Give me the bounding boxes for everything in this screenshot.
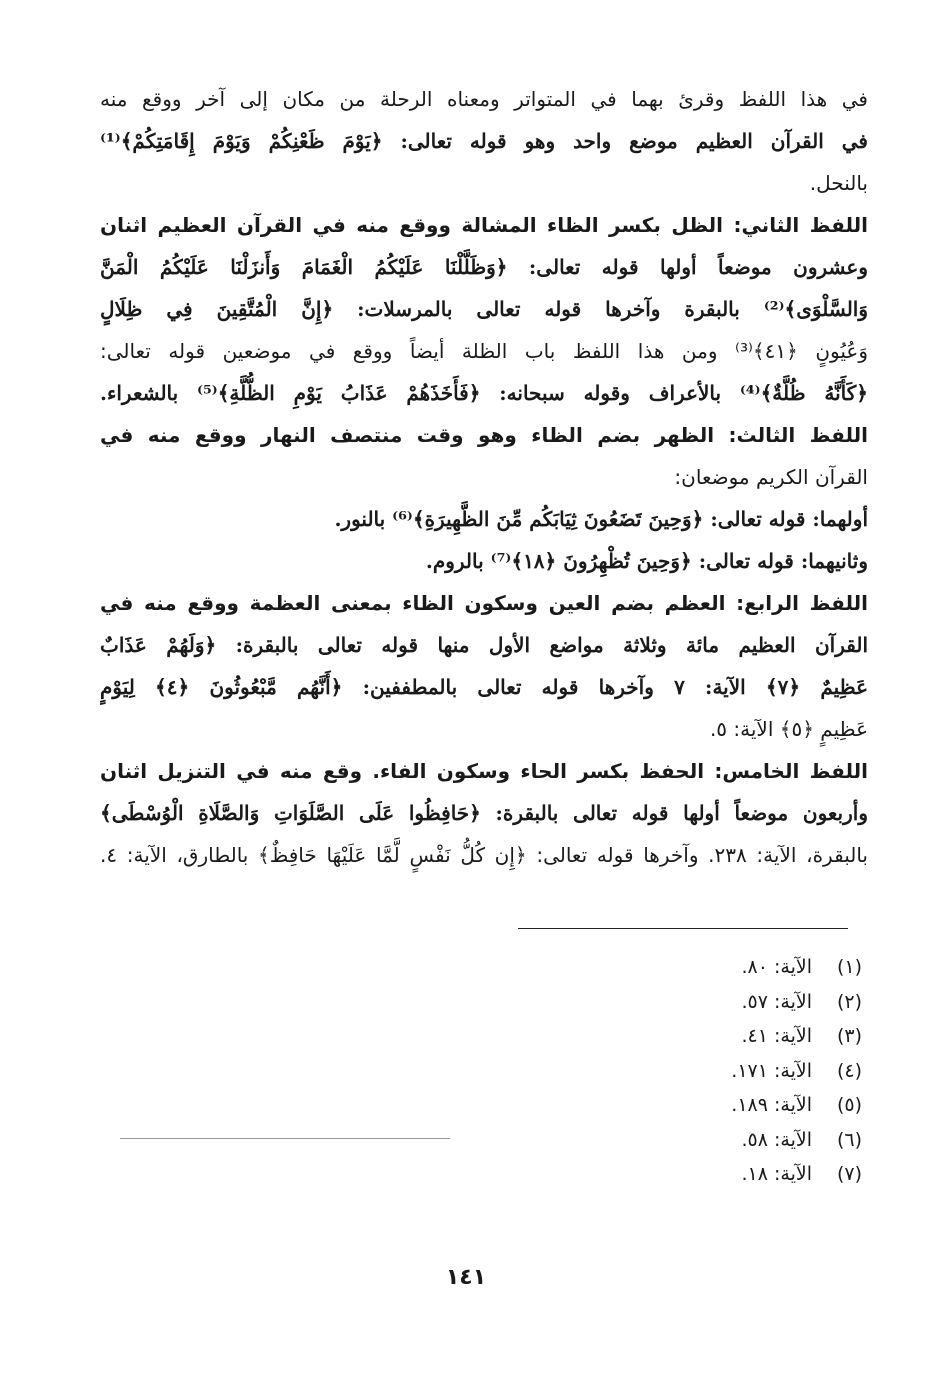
bleed-through-rule xyxy=(120,1138,450,1139)
text-line: وعشرون موضعاً أولها قوله تعالى: ﴿وَظَلَّلْنَا عَلَيْكُمُ الْغَمَامَ وَأَنزَلْنَا عَلَيْكُمُ الْمَنَّ xyxy=(100,255,868,279)
footnote-text: الآية: ٥٨. xyxy=(741,1128,812,1151)
section-heading-line: اللفظ الثالث: الظهر بضم الظاء وهو وقت منتصف النهار ووقع منه في xyxy=(100,423,868,447)
footnote-number: (١) xyxy=(836,956,862,978)
footnote xyxy=(600,985,862,1020)
section-heading-line: اللفظ الخامس: الحفظ بكسر الحاء وسكون الفاء. وقع منه في التنزيل اثنان xyxy=(100,759,868,783)
text-line: وَعُيُونٍ ﴿٤١﴾⁽³⁾ ومن هذا اللفظ باب الظلة أيضاً ووقع في موضعين قوله تعالى: xyxy=(100,339,868,363)
text-line: بالبقرة، الآية: ٢٣٨. وآخرها قوله تعالى: ﴿إِن كُلُّ نَفْسٍ لَّمَّا عَلَيْهَا حَافِظٌ﴾ بالطارق، الآية: ٤. xyxy=(100,843,868,867)
text-line: أولهما: قوله تعالى: ﴿وَحِينَ تَضَعُونَ ثِيَابَكُم مِّنَ الظَّهِيرَةِ﴾⁽⁶⁾ بالنور. xyxy=(334,507,868,531)
text-line: وثانيهما: قوله تعالى: ﴿وَحِينَ تُظْهِرُونَ ﴿١٨﴾⁽⁷⁾ بالروم. xyxy=(425,549,868,573)
text-line: القرآن العظيم مائة وثلاثة مواضع الأول منها قوله تعالى بالبقرة: ﴿وَلَهُمْ عَذَابٌ xyxy=(100,633,868,657)
text-line: عَظِيمٍ ﴿٥﴾ الآية: ٥. xyxy=(709,717,868,741)
footnote-number: (٥) xyxy=(836,1094,862,1116)
footnote-number: (٢) xyxy=(836,990,862,1013)
text-line: ﴿كَأَنَّهُ ظُلَّةٌ﴾⁽⁴⁾ بالأعراف وقوله سبحانه: ﴿فَأَخَذَهُمْ عَذَابُ يَوْمِ الظُّلَّةِ﴾⁽⁵⁾ بالشعراء. xyxy=(100,381,868,405)
main-text xyxy=(100,78,868,876)
text-line: وَالسَّلْوَى﴾⁽²⁾ بالبقرة وآخرها قوله تعالى بالمرسلات: ﴿إِنَّ الْمُتَّقِينَ فِي ظِلَالٍ xyxy=(100,297,868,321)
footnote-text: الآية: ٥٧. xyxy=(741,990,812,1013)
footnote-number: (٣) xyxy=(836,1025,862,1047)
text-line: عَظِيمٌ ﴿٧﴾ الآية: ٧ وآخرها قوله تعالى بالمطففين: ﴿أَنَّهُم مَّبْعُوثُونَ ﴿٤﴾ لِيَوْمٍ xyxy=(100,675,868,699)
footnote-number: (٧) xyxy=(836,1163,862,1185)
footnote-text: الآية: ٨٠. xyxy=(741,956,812,978)
text-line: وأربعون موضعاً أولها قوله تعالى بالبقرة: ﴿حَافِظُوا عَلَى الصَّلَوَاتِ وَالصَّلَاةِ الْوُسْطَى﴾ xyxy=(100,801,868,825)
footnote-number: (٤) xyxy=(836,1059,862,1082)
footnote xyxy=(600,1088,862,1123)
section-heading-line: اللفظ الرابع: العظم بضم العين وسكون الظاء بمعنى العظمة ووقع منه في xyxy=(100,591,868,615)
footnote-divider xyxy=(518,928,848,929)
footnote-text: الآية: ١٧١. xyxy=(731,1059,812,1082)
section-heading-line: اللفظ الثاني: الظل بكسر الظاء المشالة ووقع منه في القرآن العظيم اثنان xyxy=(100,213,868,237)
text-line: في القرآن العظيم موضع واحد وهو قوله تعالى: ﴿يَوْمَ ظَعْنِكُمْ وَيَوْمَ إِقَامَتِكُمْ﴾⁽¹⁾ xyxy=(100,129,868,153)
footnote-text: الآية: ٤١. xyxy=(741,1025,812,1047)
footnote xyxy=(600,1054,862,1089)
page-number: ١٤١ xyxy=(445,1265,487,1290)
footnote xyxy=(600,1157,862,1192)
footnote xyxy=(600,950,862,985)
footnote-number: (٦) xyxy=(836,1128,862,1151)
text-line: بالنحل. xyxy=(809,171,868,195)
text-line: في هذا اللفظ وقرئ بهما في المتواتر ومعناه الرحلة من مكان إلى آخر ووقع منه xyxy=(100,87,868,111)
footnote-text: الآية: ١٨٩. xyxy=(731,1094,812,1116)
text-line: القرآن الكريم موضعان: xyxy=(674,465,868,489)
footnote-text: الآية: ١٨. xyxy=(741,1163,812,1185)
footnote xyxy=(600,1019,862,1054)
footnote xyxy=(600,1123,862,1158)
footnotes xyxy=(600,950,862,1192)
